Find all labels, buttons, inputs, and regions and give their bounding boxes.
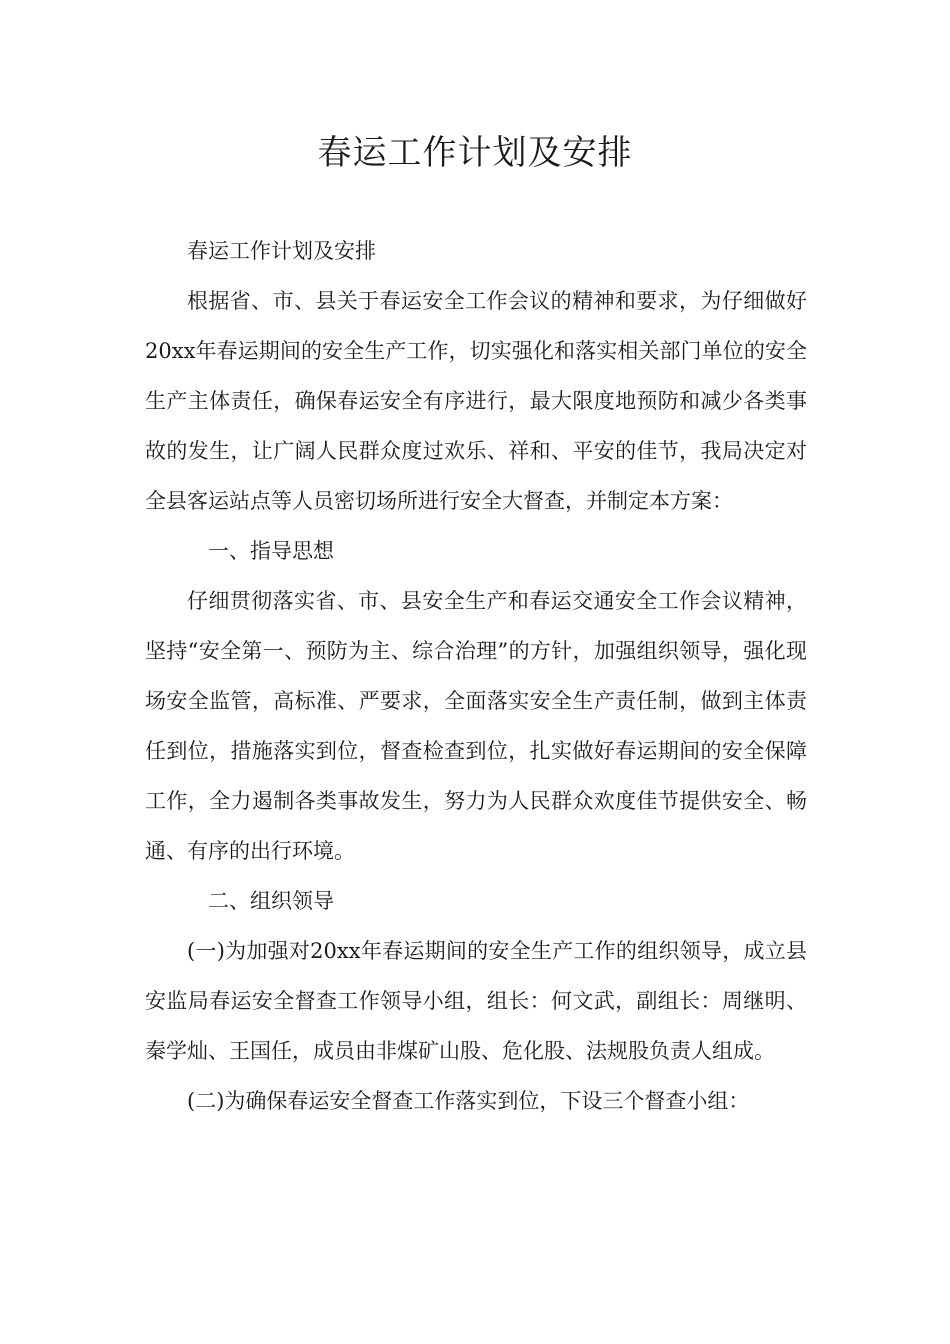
section-heading-guiding-ideology: 一、指导思想 (208, 539, 334, 563)
document-body (145, 226, 807, 1126)
paragraph-organization-2: (二)为确保春运安全督查工作落实到位，下设三个督查小组： (187, 1089, 750, 1113)
document-title: 春运工作计划及安排 (317, 133, 633, 173)
paragraph-organization-1: (一)为加强对20xx年春运期间的安全生产工作的组织领导，成立县安监局春运安全督查工作领导小组，组长：何文武，副组长：周继明、秦学灿、王国任，成员由非煤矿山股、危化股、法规股负责人组成。 (145, 939, 807, 1063)
paragraph-subtitle: 春运工作计划及安排 (187, 239, 376, 263)
section-heading-organization: 二、组织领导 (208, 889, 334, 913)
paragraph-guiding-ideology: 仔细贯彻落实省、市、县安全生产和春运交通安全工作会议精神，坚持“安全第一、预防为主、综合治理”的方针，加强组织领导，强化现场安全监管，高标准、严要求，全面落实安全生产责任制，做到主体责任到位，措施落实到位，督查检查到位，扎实做好春运期间的安全保障工作，全力遏制各类事故发生，努力为人民群众欢度佳节提供安全、畅通、有序的出行环境。 (145, 589, 807, 863)
paragraph-intro: 根据省、市、县关于春运安全工作会议的精神和要求，为仔细做好20xx年春运期间的安全生产工作，切实强化和落实相关部门单位的安全生产主体责任，确保春运安全有序进行，最大限度地预防和减少各类事故的发生，让广阔人民群众度过欢乐、祥和、平安的佳节，我局决定对全县客运站点等人员密切场所进行安全大督查，并制定本方案： (145, 289, 807, 513)
